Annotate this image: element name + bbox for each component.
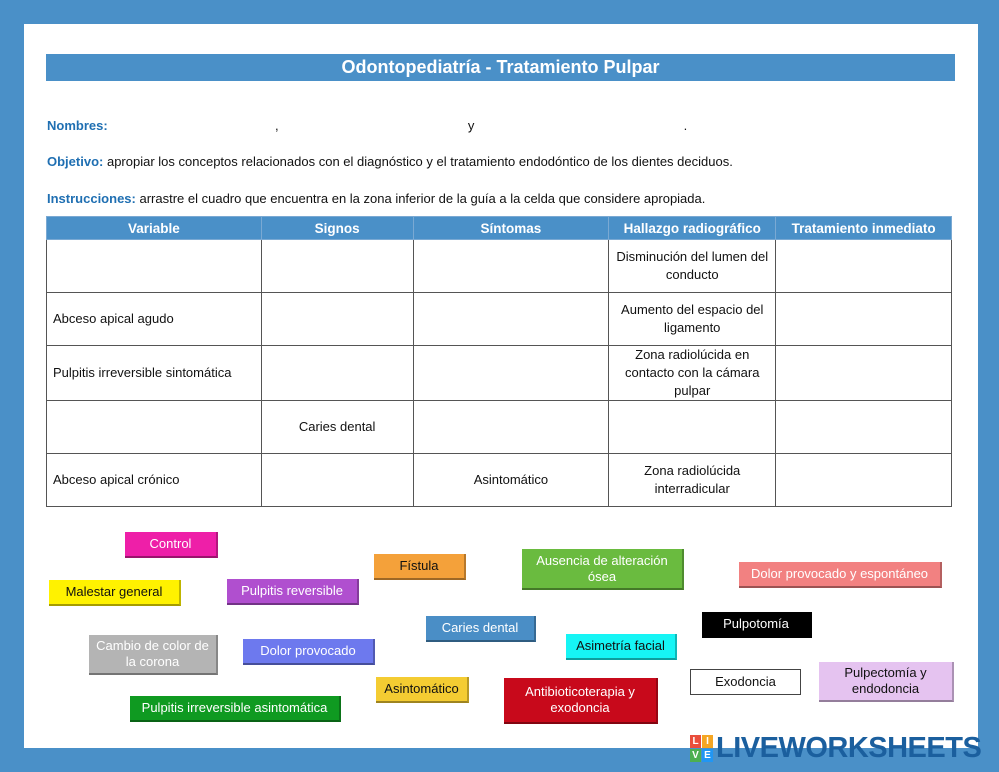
header-variable: Variable — [47, 217, 262, 240]
table-cell: Asintomático — [413, 454, 609, 507]
instructions-label: Instrucciones: — [47, 191, 136, 206]
names-line — [47, 118, 687, 133]
draggable-chip-control[interactable]: Control — [125, 532, 218, 558]
draggable-chip-fistula[interactable]: Fístula — [374, 554, 466, 580]
objective-label: Objetivo: — [47, 154, 104, 169]
names-end: . — [683, 118, 688, 133]
logo-text: LIVEWORKSHEETS — [716, 731, 982, 764]
worksheet — [24, 24, 978, 748]
table-cell: Caries dental — [261, 401, 413, 454]
table-cell: Disminución del lumen del conducto — [609, 240, 776, 293]
drop-cell[interactable] — [609, 401, 776, 454]
draggable-chip-asimetria-facial[interactable]: Asimetría facial — [566, 634, 677, 660]
drop-cell[interactable] — [261, 454, 413, 507]
logo-letter: I — [702, 735, 713, 748]
table-cell: Abceso apical crónico — [47, 454, 262, 507]
drop-cell[interactable] — [47, 240, 262, 293]
names-label: Nombres: — [47, 118, 108, 133]
header-sintomas: Síntomas — [413, 217, 609, 240]
drop-cell[interactable] — [261, 240, 413, 293]
draggable-chip-pulpectomia-endodoncia[interactable]: Pulpectomía y endodoncia — [819, 662, 954, 702]
table-cell: Zona radiolúcida en contacto con la cámara pulpar — [609, 346, 776, 401]
draggable-chip-antibioticoterapia-exodoncia[interactable]: Antibioticoterapia y exodoncia — [504, 678, 658, 724]
logo-mark-icon — [690, 735, 713, 762]
objective-text: apropiar los conceptos relacionados con el diagnóstico y el tratamiento endodóntico de los dientes deciduos. — [106, 154, 733, 169]
drop-cell[interactable] — [261, 293, 413, 346]
draggable-chip-pulpitis-reversible[interactable]: Pulpitis reversible — [227, 579, 359, 605]
draggable-chip-dolor-provocado[interactable]: Dolor provocado — [243, 639, 375, 665]
draggable-chip-pulpotomia[interactable]: Pulpotomía — [702, 612, 812, 638]
drop-cell[interactable] — [261, 346, 413, 401]
header-signos: Signos — [261, 217, 413, 240]
instructions-text: arrastre el cuadro que encuentra en la zona inferior de la guía a la celda que considere apropiada. — [139, 191, 706, 206]
drop-cell[interactable] — [776, 346, 952, 401]
header-hallazgo: Hallazgo radiográfico — [609, 217, 776, 240]
names-separator-y: y — [467, 118, 475, 133]
table-cell: Aumento del espacio del ligamento — [609, 293, 776, 346]
drop-cell[interactable] — [776, 293, 952, 346]
page-title: Odontopediatría - Tratamiento Pulpar — [46, 54, 955, 81]
table-row — [47, 240, 952, 293]
drop-cell[interactable] — [776, 401, 952, 454]
draggable-chip-ausencia-alteracion-osea[interactable]: Ausencia de alteración ósea — [522, 549, 684, 590]
draggable-chip-dolor-provocado-espontaneo[interactable]: Dolor provocado y espontáneo — [739, 562, 942, 588]
draggable-chip-malestar-general[interactable]: Malestar general — [49, 580, 181, 606]
table-row — [47, 346, 952, 401]
diagnosis-table — [46, 216, 952, 507]
logo-letter: E — [702, 749, 713, 762]
table-cell: Abceso apical agudo — [47, 293, 262, 346]
objective-line — [47, 154, 733, 169]
logo-letter: V — [690, 749, 701, 762]
table-cell: Zona radiolúcida interradicular — [609, 454, 776, 507]
drop-cell[interactable] — [776, 454, 952, 507]
draggable-chip-exodoncia[interactable]: Exodoncia — [690, 669, 801, 695]
drop-cell[interactable] — [47, 401, 262, 454]
draggable-chip-cambio-color-corona[interactable]: Cambio de color de la corona — [89, 635, 218, 675]
table-row — [47, 401, 952, 454]
drop-cell[interactable] — [776, 240, 952, 293]
table-header-row — [47, 217, 952, 240]
table-cell: Pulpitis irreversible sintomática — [47, 346, 262, 401]
names-separator-comma: , — [274, 118, 279, 133]
table-row — [47, 293, 952, 346]
drop-cell[interactable] — [413, 401, 609, 454]
draggable-chip-pulpitis-irreversible-asintomatica[interactable]: Pulpitis irreversible asintomática — [130, 696, 341, 722]
logo-letter: L — [690, 735, 701, 748]
drop-cell[interactable] — [413, 293, 609, 346]
liveworksheets-logo — [690, 733, 981, 763]
drop-cell[interactable] — [413, 346, 609, 401]
header-tratamiento: Tratamiento inmediato — [776, 217, 952, 240]
draggable-chip-asintomatico[interactable]: Asintomático — [376, 677, 469, 703]
draggable-chip-caries-dental[interactable]: Caries dental — [426, 616, 536, 642]
table-row — [47, 454, 952, 507]
instructions-line — [47, 191, 705, 206]
drop-cell[interactable] — [413, 240, 609, 293]
